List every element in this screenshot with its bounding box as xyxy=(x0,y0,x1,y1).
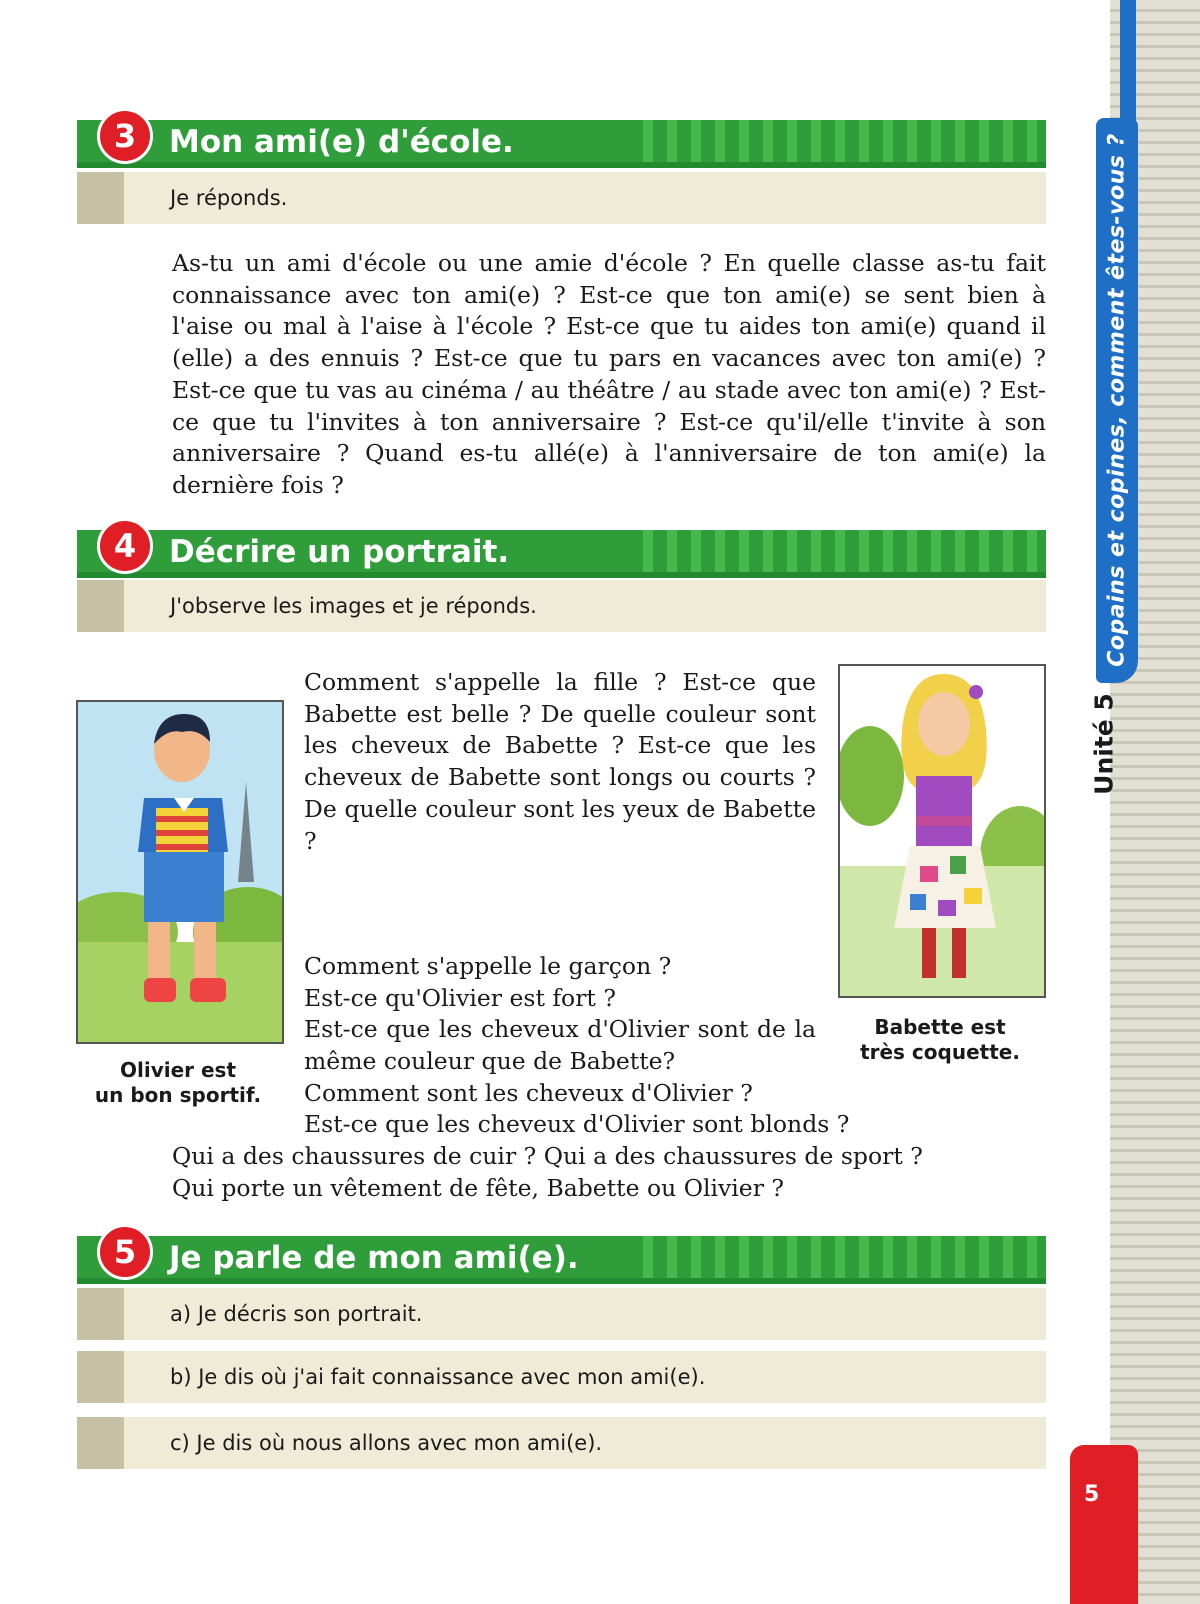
exercise-3-title: Mon ami(e) d'école. xyxy=(169,124,514,160)
page-number: 5 xyxy=(1084,1482,1100,1507)
unit-ribbon-cap xyxy=(1120,0,1136,130)
exercise-5-item-a-text: a) Je décris son portrait. xyxy=(170,1302,423,1326)
babette-questions: Comment s'appelle la fille ? Est-ce que Babette est belle ? De quelle couleur sont les cheveux de Babette ? Est-ce que les cheveux de Babette sont longs ou courts ? De quelle couleur sont les yeux de Babette ? xyxy=(304,668,816,855)
olivier-questions xyxy=(304,951,816,1110)
olivier-question-1: Comment s'appelle le garçon ? xyxy=(304,952,672,980)
unit-title: Copains et copines, comment êtes-vous ? xyxy=(1104,133,1130,667)
babette-drawing xyxy=(840,666,1044,996)
olivier-question-3: Est-ce que les cheveux d'Olivier sont de la même couleur que de Babette? xyxy=(304,1015,816,1076)
exercise-3-number: 3 xyxy=(97,108,153,164)
exercise-4-instruction: J'observe les images et je réponds. xyxy=(170,594,537,618)
exercise-3-instruction: Je réponds. xyxy=(170,186,288,210)
babette-illustration xyxy=(838,664,1046,998)
exercise-5-item-b xyxy=(77,1351,1046,1403)
exercise-4-number: 4 xyxy=(97,518,153,574)
exercise-3-header xyxy=(77,117,1046,168)
page-badge xyxy=(1070,1445,1138,1604)
exercise-4-header xyxy=(77,527,1046,578)
shoes-question: Qui a des chaussures de cuir ? Qui a des chaussures de sport ? xyxy=(172,1142,923,1170)
exercise-3-instruction-bar xyxy=(77,172,1046,224)
olivier-drawing xyxy=(78,702,282,1042)
olivier-illustration xyxy=(76,700,284,1044)
olivier-caption-line-2: un bon sportif. xyxy=(94,1083,262,1107)
exercise-5-number: 5 xyxy=(97,1224,153,1280)
olivier-caption xyxy=(76,1058,280,1108)
babette-caption-line-1: Babette est xyxy=(874,1015,1006,1039)
olivier-caption-line-1: Olivier est xyxy=(119,1058,237,1082)
exercise-5-header xyxy=(77,1233,1046,1284)
exercise-3-paragraph: As-tu un ami d'école ou une amie d'école ? En quelle classe as-tu fait connaissance avec ton ami(e) ? Est-ce que ton ami(e) se sent bien à l'aise ou mal à l'aise à l'école ? Est-ce que tu aides ton ami(e) quand il (elle) a des ennuis ? Est-ce que tu pars en vacances avec ton ami(e) ? Est-ce que tu vas au cinéma / au théâtre / au stade avec ton ami(e) ? Est-ce que tu l'invites à ton anniversaire ? Est-ce qu'il/elle t'invite à son anniversaire ? Quand es-tu allé(e) à l'anniversaire de ton ami(e) la dernière fois ? xyxy=(172,249,1046,499)
exercise-5-item-c-text: c) Je dis où nous allons avec mon ami(e). xyxy=(170,1431,603,1455)
olivier-question-4: Comment sont les cheveux d'Olivier ? xyxy=(304,1078,753,1107)
babette-caption xyxy=(838,1015,1042,1065)
clothes-question: Qui porte un vêtement de fête, Babette ou Olivier ? xyxy=(172,1174,785,1202)
exercise-5-item-a xyxy=(77,1288,1046,1340)
exercise-5-item-c xyxy=(77,1417,1046,1469)
olivier-question-blonds: Est-ce que les cheveux d'Olivier sont blonds ? xyxy=(304,1110,850,1138)
unit-label: Unité 5 xyxy=(1089,693,1119,795)
babette-caption-line-2: très coquette. xyxy=(860,1040,1020,1064)
exercise-5-item-b-text: b) Je dis où j'ai fait connaissance avec mon ami(e). xyxy=(170,1365,706,1389)
exercise-4-title: Décrire un portrait. xyxy=(169,534,510,570)
exercise-4-instruction-bar xyxy=(77,580,1046,632)
olivier-question-2: Est-ce qu'Olivier est fort ? xyxy=(304,983,616,1012)
exercise-5-title: Je parle de mon ami(e). xyxy=(169,1240,579,1276)
